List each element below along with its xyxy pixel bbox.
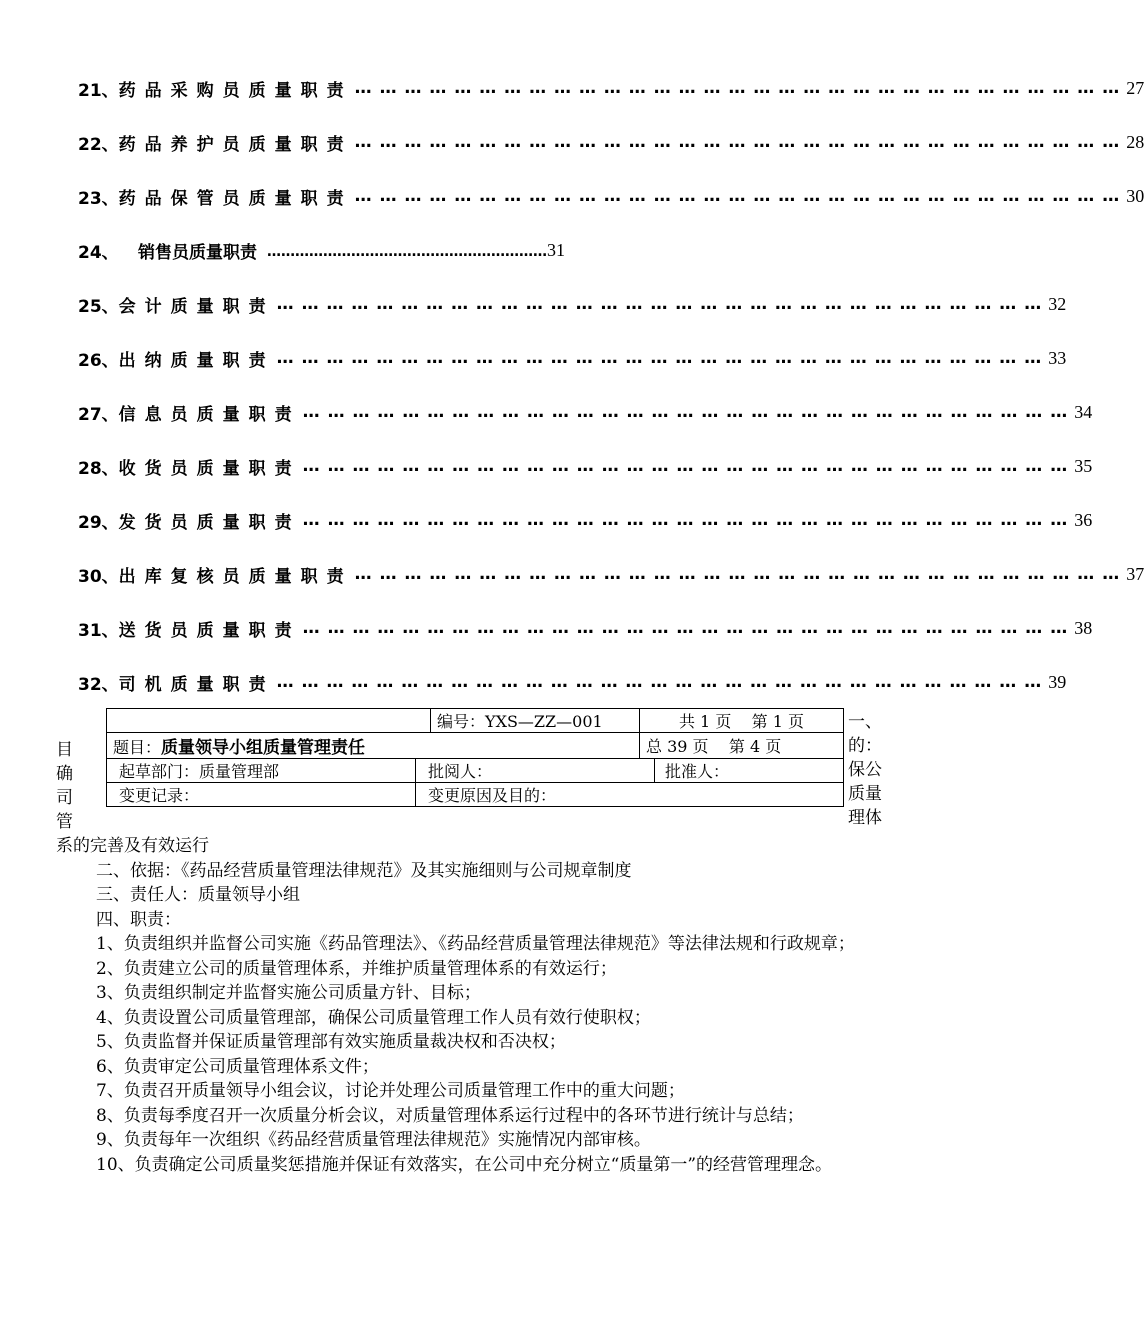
- paragraph: 三、责任人：质量领导小组: [96, 885, 300, 905]
- paragraph: 6、负责审定公司质量管理体系文件；: [96, 1056, 379, 1077]
- toc-title: 发货员质量职责: [118, 512, 301, 533]
- toc-page: 33: [1048, 347, 1067, 368]
- paragraph: 系的完善及有效运行: [56, 836, 209, 856]
- toc-number: 30、: [78, 566, 119, 587]
- toc-leader: … … … … … … … … … … … … … … … … … … … … … … … … … … … … … … …: [302, 618, 1069, 638]
- toc-entry[interactable]: [78, 76, 1144, 101]
- paragraph: 7、负责召开质量领导小组会议，讨论并处理公司质量管理工作中的重大问题；: [96, 1081, 685, 1101]
- paragraph: 4、负责设置公司质量管理部，确保公司质量管理工作人员有效行使职权；: [96, 1007, 651, 1028]
- paragraph: 四、职责：: [96, 909, 181, 930]
- toc-page: 35: [1074, 455, 1093, 476]
- page-number: 第 1 页: [751, 712, 805, 731]
- side-char: 质量: [848, 784, 882, 804]
- doc-title: 质量领导小组质量管理责任: [161, 738, 366, 758]
- toc-title: 药品养护员质量职责: [118, 134, 353, 155]
- paragraph: 2、负责建立公司的质量管理体系，并维护质量管理体系的有效运行；: [96, 958, 617, 979]
- toc-title: 信息员质量职责: [118, 404, 301, 425]
- toc-page: 32: [1048, 293, 1067, 314]
- doc-code: 编号：YXS—ZZ—001: [431, 709, 640, 733]
- toc-page: 30: [1126, 185, 1144, 206]
- toc-number: 29、: [78, 512, 119, 533]
- toc-number: 28、: [78, 458, 119, 479]
- toc-page: 39: [1048, 671, 1067, 692]
- toc-page: 28: [1126, 131, 1144, 152]
- side-char: 理体: [848, 808, 882, 828]
- change-record: 变更记录：: [107, 783, 416, 807]
- toc-title: 会计质量职责: [118, 296, 275, 317]
- side-char: 目: [56, 740, 73, 760]
- side-fragment-right: [848, 710, 896, 830]
- side-char: 一、: [848, 712, 882, 732]
- toc-number: 22、: [78, 134, 119, 155]
- toc-title: 送货员质量职责: [118, 620, 301, 641]
- responsibility-body: [56, 834, 896, 1177]
- toc-title: 药品保管员质量职责: [118, 188, 353, 209]
- side-char: 司: [56, 788, 73, 808]
- paragraph: 5、负责监督并保证质量管理部有效实施质量裁决权和否决权；: [96, 1032, 566, 1052]
- toc-leader: … … … … … … … … … … … … … … … … … … … … … … … … … … … … … … …: [354, 132, 1121, 152]
- toc-title: 药品采购员质量职责: [118, 80, 353, 101]
- draft-dept: 起草部门：质量管理部: [107, 759, 416, 783]
- toc-page: 27: [1126, 77, 1144, 98]
- grand-total: 总 39 页: [646, 737, 709, 756]
- toc-leader: … … … … … … … … … … … … … … … … … … … … … … … … … … … … … … …: [354, 78, 1121, 98]
- change-reason: 变更原因及目的：: [416, 783, 844, 807]
- toc-leader: … … … … … … … … … … … … … … … … … … … … … … … … … … … … … … …: [276, 672, 1043, 692]
- toc-leader: … … … … … … … … … … … … … … … … … … … … … … … … … … … … … … …: [354, 186, 1121, 206]
- paragraph: 1、负责组织并监督公司实施《药品管理法》、《药品经营质量管理法律规范》等法律法规和行政规章；: [96, 934, 855, 954]
- toc-entry[interactable]: [78, 292, 1067, 317]
- toc-entry[interactable]: [78, 400, 1093, 425]
- pages-total: 共 1 页: [678, 712, 732, 731]
- toc-number: 31、: [78, 620, 119, 641]
- toc-page: 34: [1074, 401, 1093, 422]
- toc-entry[interactable]: [78, 616, 1093, 641]
- side-char: 确: [56, 764, 73, 784]
- paragraph: 8、负责每季度召开一次质量分析会议，对质量管理体系运行过程中的各环节进行统计与总结；: [96, 1105, 804, 1126]
- toc-entry[interactable]: [78, 130, 1144, 155]
- toc-number: 25、: [78, 296, 119, 317]
- side-fragment-left: [56, 738, 78, 834]
- toc-leader: ……………………………………………………: [267, 243, 547, 260]
- toc-number: 27、: [78, 404, 119, 425]
- toc-number: 26、: [78, 350, 119, 371]
- toc-title: 销售员质量职责: [138, 242, 257, 263]
- toc-page: 36: [1074, 509, 1093, 530]
- reviewer: 批阅人：: [416, 759, 655, 783]
- toc-entry[interactable]: [78, 454, 1093, 479]
- toc-title: 收货员质量职责: [118, 458, 301, 479]
- toc-leader: … … … … … … … … … … … … … … … … … … … … … … … … … … … … … … …: [354, 564, 1121, 584]
- grand-page: 第 4 页: [728, 737, 782, 756]
- approver: 批准人：: [655, 759, 844, 783]
- toc-number: 21、: [78, 80, 119, 101]
- doc-title-cell: [107, 733, 640, 759]
- toc-title: 出纳质量职责: [118, 350, 275, 371]
- toc-entry[interactable]: [78, 508, 1093, 533]
- toc-page: 31: [547, 239, 565, 260]
- toc-entry[interactable]: [78, 238, 896, 262]
- toc-number: 32、: [78, 674, 119, 695]
- paragraph: 二、依据：《药品经营质量管理法律规范》及其实施细则与公司规章制度: [96, 860, 632, 881]
- paragraph: 10、负责确定公司质量奖惩措施并保证有效落实，在公司中充分树立“质量第一”的经营管理理念。: [96, 1154, 833, 1175]
- toc-entry[interactable]: [78, 346, 1067, 371]
- toc-leader: … … … … … … … … … … … … … … … … … … … … … … … … … … … … … … …: [276, 294, 1043, 314]
- side-char: 保公: [848, 760, 882, 780]
- toc-title: 司机质量职责: [118, 674, 275, 695]
- toc-title: 出库复核员质量职责: [118, 566, 353, 587]
- toc-entry[interactable]: [78, 670, 1067, 695]
- toc-leader: … … … … … … … … … … … … … … … … … … … … … … … … … … … … … … …: [302, 510, 1069, 530]
- paragraph: 3、负责组织制定并监督实施公司质量方针、目标；: [96, 983, 481, 1003]
- toc-leader: … … … … … … … … … … … … … … … … … … … … … … … … … … … … … … …: [276, 348, 1043, 368]
- side-char: 管: [56, 812, 73, 832]
- doc-grand-page: [640, 733, 844, 759]
- document-header-table: [106, 708, 844, 807]
- doc-page-count: [640, 709, 844, 733]
- toc-number: 24、: [78, 242, 119, 263]
- title-label: 题目：: [113, 738, 162, 757]
- toc-entry[interactable]: [78, 562, 1144, 587]
- toc-entry[interactable]: [78, 184, 1144, 209]
- paragraph: 9、负责每年一次组织《药品经营质量管理法律规范》实施情况内部审核。: [96, 1130, 651, 1150]
- toc-number: 23、: [78, 188, 119, 209]
- side-char: 的：: [848, 736, 882, 756]
- toc-leader: … … … … … … … … … … … … … … … … … … … … … … … … … … … … … … …: [302, 402, 1069, 422]
- toc-page: 38: [1074, 617, 1093, 638]
- toc-leader: … … … … … … … … … … … … … … … … … … … … … … … … … … … … … … …: [302, 456, 1069, 476]
- toc-page: 37: [1126, 563, 1144, 584]
